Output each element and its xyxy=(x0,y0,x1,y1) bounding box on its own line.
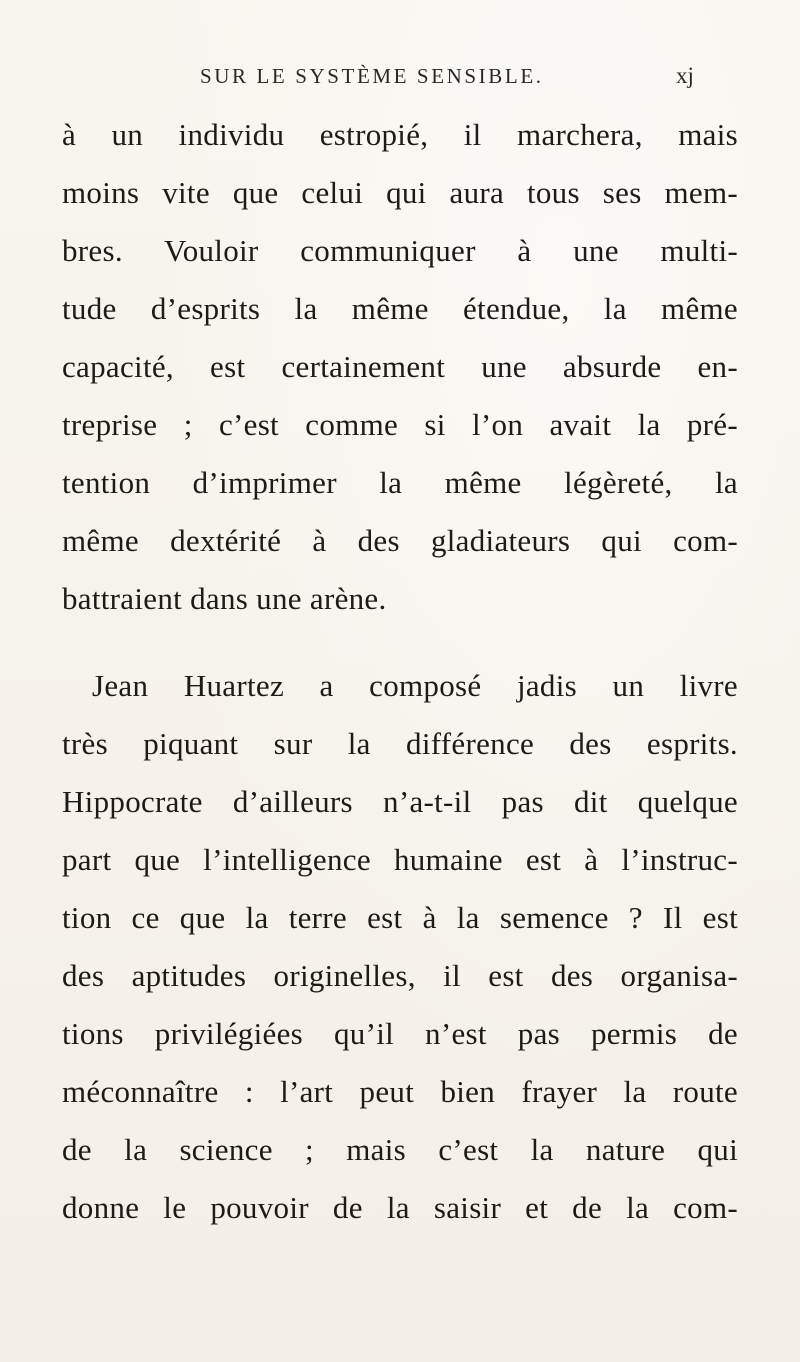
text-line: donne le pouvoir de la saisir et de la com- xyxy=(62,1190,738,1225)
text-line: tention d’imprimer la même légèreté, la xyxy=(62,465,738,500)
text-line: à un individu estropié, il marchera, mais xyxy=(62,117,738,152)
page-header xyxy=(0,56,800,96)
text-line: battraient dans une arène. xyxy=(62,581,387,616)
text-line: Hippocrate d’ailleurs n’a-t-il pas dit quelque xyxy=(62,784,738,819)
text-line: Jean Huartez a composé jadis un livre xyxy=(92,668,738,703)
text-line: bres. Vouloir communiquer à une multi- xyxy=(62,233,738,268)
text-line: méconnaître : l’art peut bien frayer la route xyxy=(62,1074,738,1109)
text-line: tions privilégiées qu’il n’est pas permis de xyxy=(62,1016,738,1051)
text-line: capacité, est certainement une absurde en- xyxy=(62,349,738,384)
running-head: SUR LE SYSTÈME SENSIBLE. xyxy=(200,64,544,88)
text-line: même dextérité à des gladiateurs qui com- xyxy=(62,523,738,558)
text-line: de la science ; mais c’est la nature qui xyxy=(62,1132,738,1167)
text-line: tion ce que la terre est à la semence ? Il est xyxy=(62,900,738,935)
text-line: moins vite que celui qui aura tous ses mem- xyxy=(62,175,738,210)
text-line: treprise ; c’est comme si l’on avait la pré- xyxy=(62,407,738,442)
page-number: xj xyxy=(676,63,694,88)
text-line: très piquant sur la différence des esprits. xyxy=(62,726,738,761)
text-line: part que l’intelligence humaine est à l’instruc- xyxy=(62,842,738,877)
text-line: tude d’esprits la même étendue, la même xyxy=(62,291,738,326)
text-line: des aptitudes originelles, il est des organisa- xyxy=(62,958,738,993)
